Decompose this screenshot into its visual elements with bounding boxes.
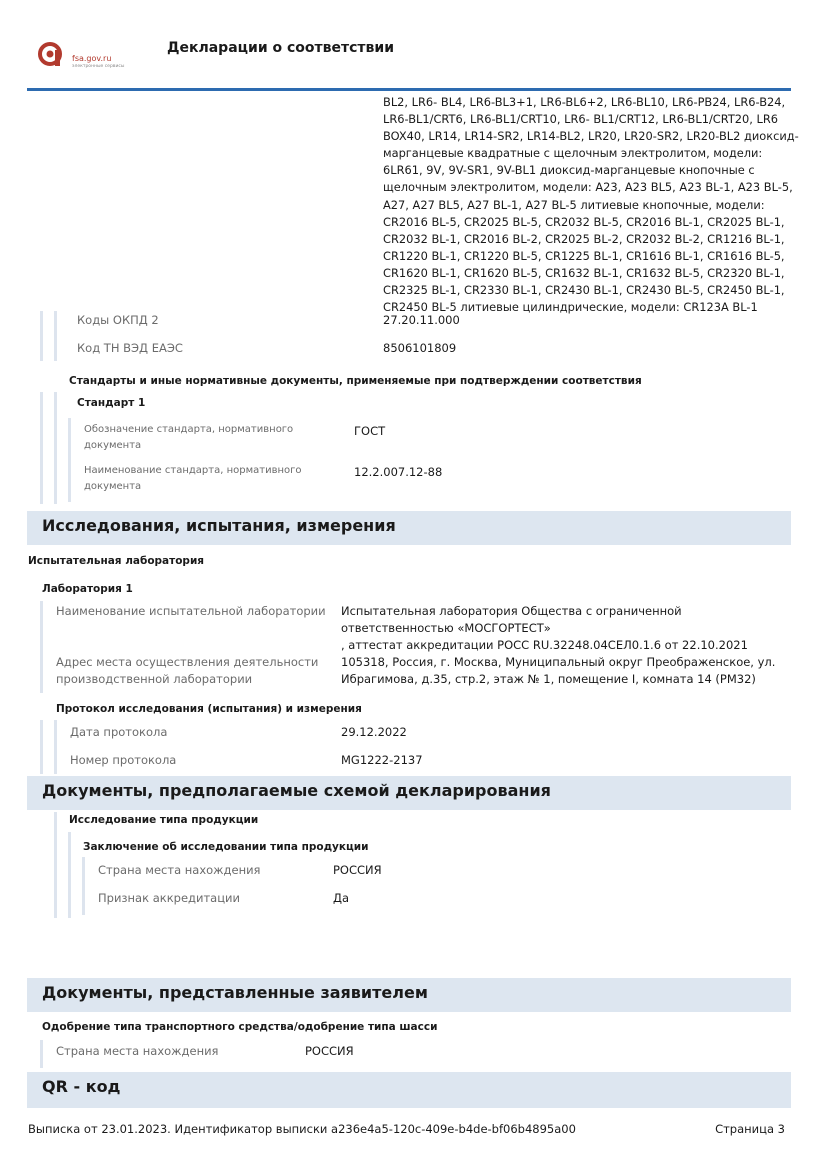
lab-name-value: Испытательная лаборатория Общества с ограниченной ответственностью «МОСГОРТЕСТ» [341, 604, 682, 635]
scheme-docs-bar [54, 812, 57, 918]
lab-address-value: 105318, Россия, г. Москва, Муниципальный округ Преображенское, ул. Ибрагимова, д.35, стр.2, этаж № 1, помещение I, комната 14 (РМ32) [341, 655, 776, 686]
protocol-number-value: MG1222-2137 [341, 753, 423, 767]
lab-title: Лаборатория 1 [42, 583, 133, 595]
conclusion-bar [82, 857, 85, 915]
scheme-docs-section-header [27, 776, 791, 810]
approval-heading: Одобрение типа транспортного средства/одобрение типа шасси [42, 1021, 438, 1033]
page-title: Декларации о соответствии [167, 40, 395, 56]
standard-name-label: Наименование стандарта, нормативного документа [84, 465, 302, 492]
lab-accreditation: , аттестат аккредитации РОСС RU.32248.04СЕЛ0.1.6 от 22.10.2021 [341, 638, 748, 652]
tnved-label: Код ТН ВЭД ЕАЭС [77, 341, 183, 355]
lab-address-label: Адрес места осуществления деятельности производственной лаборатории [56, 655, 319, 686]
footer-extract-info: Выписка от 23.01.2023. Идентификатор выписки a236e4a5-120c-409e-b4de-bf06b4895a00 [28, 1122, 576, 1136]
applicant-docs-section-title: Документы, представленные заявителем [42, 983, 428, 1002]
page-number: Страница 3 [715, 1122, 785, 1136]
lab-heading: Испытательная лаборатория [28, 555, 205, 567]
accreditation-label: Признак аккредитации [98, 891, 240, 905]
research-section-header [27, 511, 791, 545]
standards-bar-inner [54, 392, 57, 504]
research-section-title: Исследования, испытания, измерения [42, 516, 396, 535]
type-study-heading: Исследование типа продукции [69, 814, 259, 826]
header-divider [27, 88, 791, 91]
protocol-date-value: 29.12.2022 [341, 725, 407, 739]
scheme-country-value: РОССИЯ [333, 863, 382, 877]
type-study-bar [68, 832, 71, 918]
standard-item-bar [68, 418, 71, 502]
logo-subtext: электронные сервисы [72, 64, 125, 69]
protocol-date-label: Дата протокола [70, 725, 168, 739]
standard-designation-value: ГОСТ [354, 424, 386, 438]
fsa-logo-icon [38, 40, 64, 68]
logo-text: fsa.gov.ru [72, 54, 112, 63]
standards-heading: Стандарты и иные нормативные документы, применяемые при подтверждении соответствия [69, 375, 642, 387]
conclusion-heading: Заключение об исследовании типа продукции [83, 841, 369, 853]
standard-name-value: 12.2.007.12-88 [354, 465, 443, 479]
applicant-country-value: РОССИЯ [305, 1044, 354, 1058]
okpd-label: Коды ОКПД 2 [77, 313, 159, 327]
product-codes-bar [54, 311, 57, 361]
protocol-number-label: Номер протокола [70, 753, 177, 767]
applicant-docs-section-header [27, 978, 791, 1012]
product-description: BL2, LR6- BL4, LR6-BL3+1, LR6-BL6+2, LR6-BL10, LR6-PB24, LR6-B24, LR6-BL1/CRT6, LR6-BL1/CRT10, LR6- BL1/CRT12, LR6-BL1/CRT20, LR6 BOX40, LR14, LR14-SR2, LR14-BL2, LR20, LR20-SR2, LR20-BL2 диоксид-марганцевые квадратные с щелочным электролитом, модели: 6LR61, 9V, 9V-SR1, 9V-BL1 диоксид-марганцевые кнопочные с щелочным электролитом, модели: A23, A23 BL5, A23 BL-1, A23 BL-5, A27, A27 BL5, A27 BL-1, A27 BL-5 литиевые кнопочные, модели: CR2016 BL-5, CR2025 BL-5, CR2032 BL-5, CR2016 BL-1, CR2025 BL-1, CR2032 BL-1, CR2016 BL-2, CR2025 BL-2, CR2032 BL-2, CR1216 BL-1, CR1220 BL-1, CR1220 BL-5, CR1225 BL-1, CR1616 BL-1, CR1616 BL-5, CR1620 BL-1, CR1620 BL-5, CR1632 BL-1, CR1632 BL-5, CR2320 BL-1, CR2325 BL-1, CR2330 BL-1, CR2430 BL-1, CR2430 BL-5, CR2450 BL-1, CR2450 BL-5 литиевые цилиндрические, модели: CR123A BL-1 [383, 95, 799, 315]
protocol-bar [40, 720, 43, 774]
protocol-heading: Протокол исследования (испытания) и измерения [56, 703, 362, 715]
lab-bar [40, 601, 43, 693]
standard-designation-label: Обозначение стандарта, нормативного документа [84, 424, 294, 451]
okpd-value: 27.20.11.000 [383, 313, 460, 327]
lab-name-label: Наименование испытательной лаборатории [56, 604, 326, 618]
scheme-docs-section-title: Документы, предполагаемые схемой декларирования [42, 781, 551, 800]
protocol-bar-inner [54, 720, 57, 774]
applicant-country-label: Страна места нахождения [56, 1044, 219, 1058]
qr-section-header [27, 1072, 791, 1108]
tnved-value: 8506101809 [383, 341, 457, 355]
approval-bar [40, 1040, 43, 1068]
standards-bar [40, 392, 43, 504]
product-codes-bar [40, 311, 43, 361]
scheme-country-label: Страна места нахождения [98, 863, 261, 877]
accreditation-value: Да [333, 891, 350, 905]
qr-section-title: QR - код [42, 1077, 121, 1096]
standard-item-title: Стандарт 1 [77, 397, 146, 409]
